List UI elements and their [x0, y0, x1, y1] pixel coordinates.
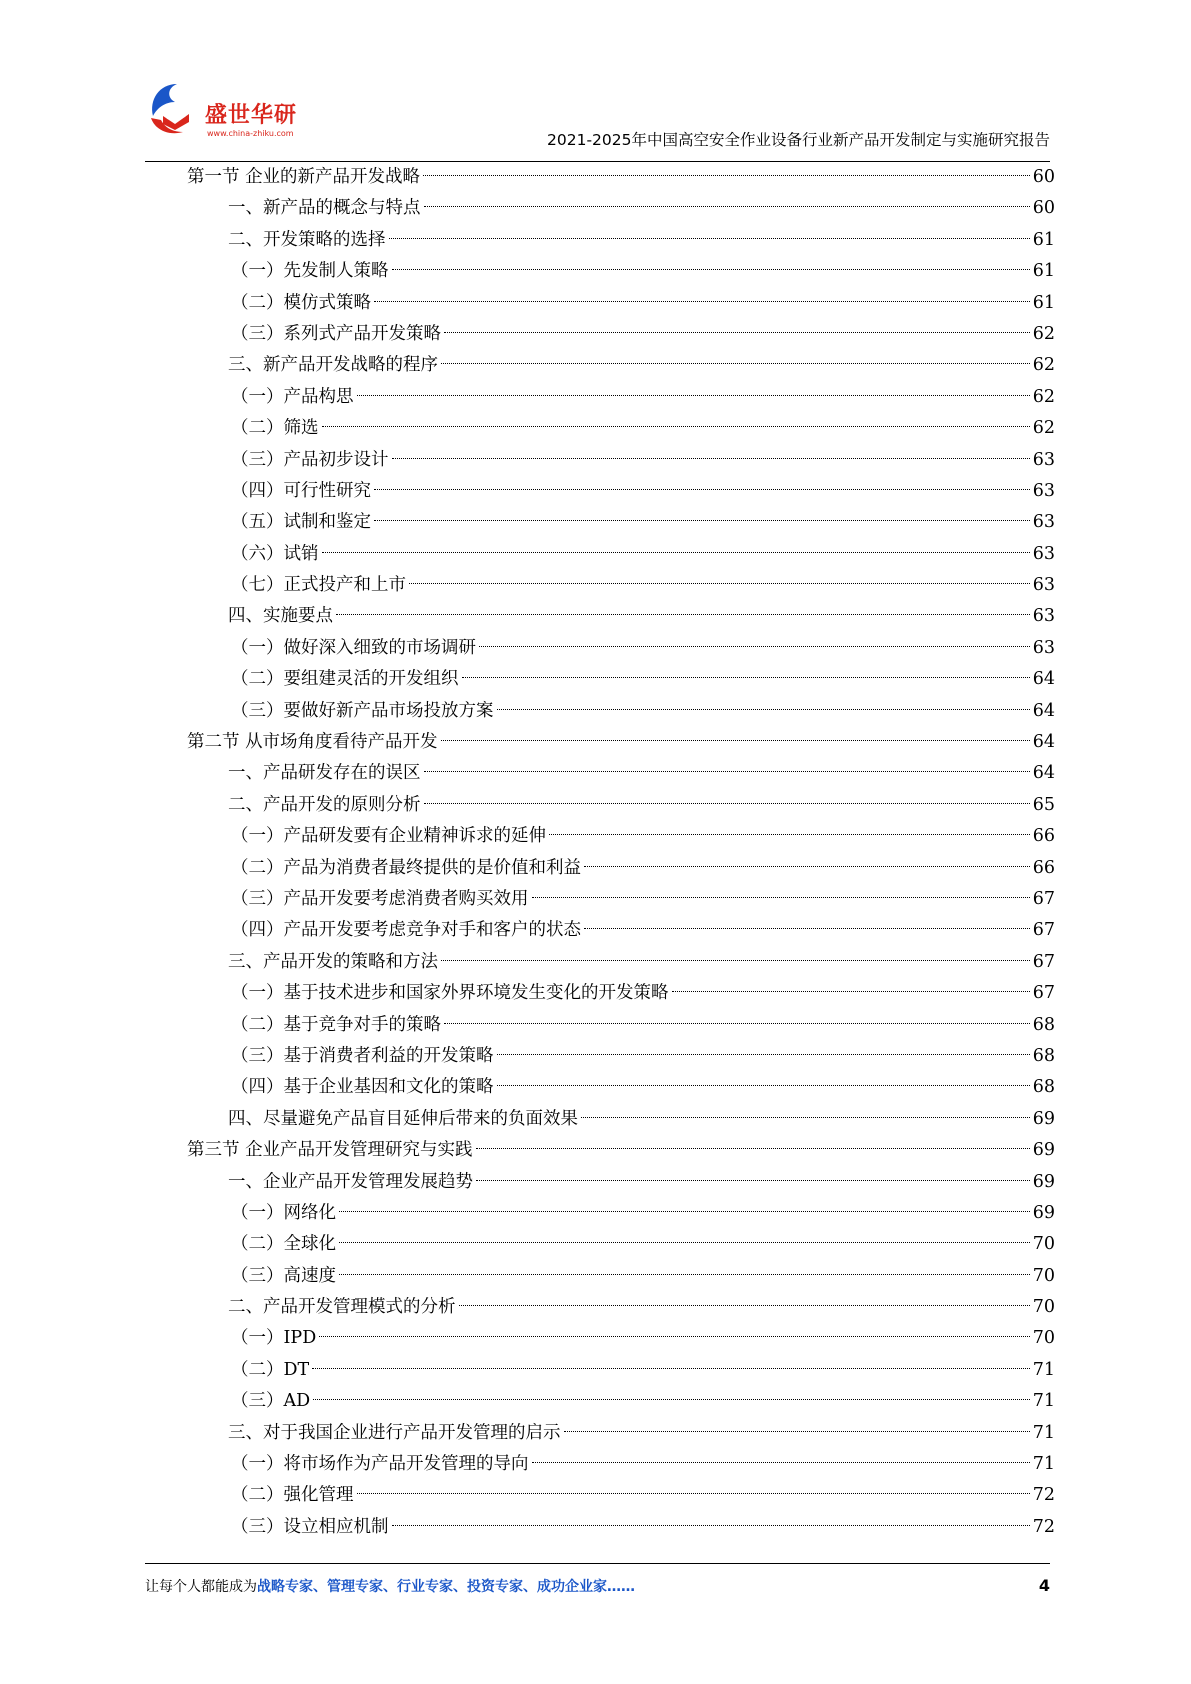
toc-entry-page: 61: [1032, 261, 1055, 282]
toc-dot-leader: [374, 301, 1030, 302]
page-number: 4: [1038, 1576, 1050, 1595]
toc-dot-leader: [322, 552, 1030, 553]
toc-entry-page: 61: [1032, 292, 1055, 313]
toc-dot-leader: [339, 1242, 1030, 1243]
toc-entry-page: 62: [1032, 323, 1055, 344]
toc-entry[interactable]: [187, 1229, 1055, 1260]
toc-entry[interactable]: [187, 162, 1055, 193]
toc-entry[interactable]: [187, 696, 1055, 727]
toc-dot-leader: [423, 175, 1030, 176]
toc-entry-title: （二）DT: [231, 1359, 310, 1380]
toc-entry-title: （三）高速度: [231, 1265, 336, 1286]
toc-entry-title: （一）产品研发要有企业精神诉求的延伸: [231, 826, 546, 847]
toc-entry-page: 63: [1032, 575, 1055, 596]
toc-entry-page: 70: [1032, 1265, 1055, 1286]
toc-dot-leader: [357, 395, 1030, 396]
toc-entry-title: （一）做好深入细致的市场调研: [231, 637, 476, 658]
toc-entry[interactable]: [187, 350, 1055, 381]
toc-entry-title: 一、企业产品开发管理发展趋势: [228, 1171, 473, 1192]
toc-entry-title: 三、新产品开发战略的程序: [228, 355, 438, 376]
toc-entry-title: （三）系列式产品开发策略: [231, 323, 441, 344]
toc-entry-title: 三、产品开发的策略和方法: [228, 951, 438, 972]
toc-entry-page: 60: [1032, 198, 1055, 219]
toc-entry-title: 第一节 企业的新产品开发战略: [187, 167, 421, 187]
toc-entry-title: （一）IPD: [231, 1328, 317, 1349]
toc-entry-page: 62: [1032, 355, 1055, 376]
toc-entry[interactable]: [187, 1512, 1055, 1543]
toc-entry-title: 一、新产品的概念与特点: [228, 198, 421, 219]
toc-entry[interactable]: [187, 1041, 1055, 1072]
toc-entry-page: 67: [1032, 920, 1055, 941]
toc-entry-page: 70: [1032, 1234, 1055, 1255]
toc-entry-page: 70: [1032, 1328, 1055, 1349]
toc-entry[interactable]: [187, 1135, 1055, 1166]
toc-dot-leader: [459, 1305, 1030, 1306]
toc-dot-leader: [479, 646, 1030, 647]
table-of-contents: [187, 162, 1055, 1543]
toc-entry-title: （二）模仿式策略: [231, 292, 371, 313]
toc-entry[interactable]: [187, 288, 1055, 319]
toc-entry[interactable]: [187, 1072, 1055, 1103]
toc-entry[interactable]: [187, 256, 1055, 287]
toc-dot-leader: [549, 834, 1030, 835]
toc-entry-title: 二、产品开发的原则分析: [228, 794, 421, 815]
toc-dot-leader: [497, 1054, 1030, 1055]
toc-entry[interactable]: [187, 758, 1055, 789]
toc-entry-title: （三）产品初步设计: [231, 449, 389, 470]
toc-dot-leader: [424, 803, 1030, 804]
toc-dot-leader: [441, 960, 1030, 961]
toc-entry-page: 63: [1032, 637, 1055, 658]
report-title: 2021-2025年中国高空安全作业设备行业新产品开发制定与实施研究报告: [547, 131, 1050, 149]
toc-entry[interactable]: [187, 1010, 1055, 1041]
toc-dot-leader: [581, 1117, 1030, 1118]
company-logo: [145, 78, 320, 150]
toc-entry[interactable]: [187, 1104, 1055, 1135]
toc-entry-page: 63: [1032, 512, 1055, 533]
toc-entry[interactable]: [187, 915, 1055, 946]
toc-entry-title: （一）网络化: [231, 1202, 336, 1223]
toc-entry[interactable]: [187, 727, 1055, 758]
toc-dot-leader: [497, 1085, 1030, 1086]
toc-dot-leader: [322, 426, 1030, 427]
toc-dot-leader: [374, 489, 1030, 490]
logo-emblem-icon: [145, 78, 207, 140]
toc-entry[interactable]: [187, 1292, 1055, 1323]
toc-entry-page: 69: [1032, 1202, 1055, 1223]
toc-dot-leader: [672, 991, 1030, 992]
toc-entry-page: 63: [1032, 543, 1055, 564]
toc-entry-title: 四、实施要点: [228, 606, 333, 627]
toc-entry-page: 68: [1032, 1014, 1055, 1035]
toc-entry-page: 70: [1032, 1297, 1055, 1318]
toc-entry-page: 68: [1032, 1045, 1055, 1066]
toc-dot-leader: [409, 583, 1030, 584]
toc-entry-title: （二）产品为消费者最终提供的是价值和利益: [231, 857, 581, 878]
page-header: [145, 78, 1050, 158]
toc-entry-page: 64: [1032, 763, 1055, 784]
toc-entry[interactable]: [187, 1480, 1055, 1511]
toc-entry[interactable]: [187, 601, 1055, 632]
toc-entry-title: （二）基于竞争对手的策略: [231, 1014, 441, 1035]
toc-entry-title: （四）产品开发要考虑竞争对手和客户的状态: [231, 920, 581, 941]
toc-entry-title: （一）先发制人策略: [231, 261, 389, 282]
toc-entry-title: 三、对于我国企业进行产品开发管理的启示: [228, 1422, 561, 1443]
toc-entry-title: （六）试销: [231, 543, 319, 564]
logo-url: www.china-zhiku.com: [207, 129, 294, 138]
footer-slogan: [145, 1576, 635, 1596]
toc-entry-title: （一）将市场作为产品开发管理的导向: [231, 1454, 529, 1475]
toc-entry-title: （三）AD: [231, 1391, 311, 1412]
toc-dot-leader: [532, 897, 1030, 898]
toc-entry-title: （五）试制和鉴定: [231, 512, 371, 533]
toc-entry-page: 63: [1032, 606, 1055, 627]
logo-name: 盛世华研: [205, 103, 298, 128]
toc-entry[interactable]: [187, 884, 1055, 915]
toc-dot-leader: [424, 206, 1030, 207]
toc-entry[interactable]: [187, 821, 1055, 852]
toc-entry-page: 67: [1032, 951, 1055, 972]
toc-dot-leader: [584, 866, 1030, 867]
toc-dot-leader: [462, 677, 1030, 678]
toc-entry[interactable]: [187, 1167, 1055, 1198]
toc-entry-page: 61: [1032, 229, 1055, 250]
toc-dot-leader: [392, 269, 1030, 270]
toc-dot-leader: [313, 1399, 1030, 1400]
toc-entry-title: （二）全球化: [231, 1234, 336, 1255]
toc-entry-title: （三）设立相应机制: [231, 1516, 389, 1537]
toc-entry-page: 71: [1032, 1422, 1055, 1443]
toc-entry-title: （一）基于技术进步和国家外界环境发生变化的开发策略: [231, 983, 669, 1004]
toc-entry[interactable]: [187, 1355, 1055, 1386]
toc-entry-page: 63: [1032, 480, 1055, 501]
toc-dot-leader: [357, 1493, 1030, 1494]
toc-dot-leader: [444, 1023, 1030, 1024]
toc-entry-page: 71: [1032, 1359, 1055, 1380]
toc-entry-page: 72: [1032, 1516, 1055, 1537]
page-footer: [145, 1576, 1050, 1602]
toc-entry-title: （四）可行性研究: [231, 480, 371, 501]
toc-entry-title: 一、产品研发存在的误区: [228, 763, 421, 784]
toc-entry[interactable]: [187, 413, 1055, 444]
toc-entry-title: （三）要做好新产品市场投放方案: [231, 700, 494, 721]
toc-entry[interactable]: [187, 476, 1055, 507]
toc-entry-title: （七）正式投产和上市: [231, 575, 406, 596]
toc-entry-title: 第二节 从市场角度看待产品开发: [187, 732, 438, 753]
toc-entry-page: 64: [1032, 732, 1055, 753]
toc-entry-page: 69: [1032, 1108, 1055, 1129]
toc-dot-leader: [339, 1211, 1030, 1212]
toc-entry-page: 60: [1032, 167, 1055, 187]
toc-entry-page: 66: [1032, 826, 1055, 847]
toc-dot-leader: [374, 520, 1030, 521]
toc-entry-page: 62: [1032, 418, 1055, 439]
toc-entry-title: 四、尽量避免产品盲目延伸后带来的负面效果: [228, 1108, 578, 1129]
toc-dot-leader: [389, 238, 1030, 239]
footer-slogan-prefix: 让每个人都能成为: [145, 1579, 257, 1595]
toc-entry-title: （二）筛选: [231, 418, 319, 439]
toc-entry-title: 第三节 企业产品开发管理研究与实践: [187, 1140, 473, 1161]
toc-entry-title: 二、开发策略的选择: [228, 229, 386, 250]
toc-dot-leader: [339, 1274, 1030, 1275]
toc-entry[interactable]: [187, 539, 1055, 570]
toc-dot-leader: [441, 740, 1030, 741]
toc-entry[interactable]: [187, 193, 1055, 224]
toc-entry-page: 69: [1032, 1171, 1055, 1192]
toc-dot-leader: [584, 928, 1030, 929]
toc-entry[interactable]: [187, 1198, 1055, 1229]
toc-entry[interactable]: [187, 1386, 1055, 1417]
toc-entry-title: （三）产品开发要考虑消费者购买效用: [231, 888, 529, 909]
toc-entry-page: 67: [1032, 888, 1055, 909]
toc-dot-leader: [476, 1180, 1030, 1181]
toc-dot-leader: [497, 709, 1030, 710]
toc-dot-leader: [319, 1336, 1030, 1337]
toc-entry-page: 65: [1032, 794, 1055, 815]
toc-entry[interactable]: [187, 1323, 1055, 1354]
toc-entry[interactable]: [187, 319, 1055, 350]
toc-entry-page: 68: [1032, 1077, 1055, 1098]
toc-entry-page: 69: [1032, 1140, 1055, 1161]
toc-entry-title: （三）基于消费者利益的开发策略: [231, 1045, 494, 1066]
toc-entry-title: 二、产品开发管理模式的分析: [228, 1297, 456, 1318]
toc-entry[interactable]: [187, 382, 1055, 413]
toc-dot-leader: [312, 1368, 1030, 1369]
footer-divider: [145, 1563, 1050, 1564]
toc-entry[interactable]: [187, 853, 1055, 884]
toc-entry[interactable]: [187, 1449, 1055, 1480]
toc-entry-page: 64: [1032, 700, 1055, 721]
toc-entry-title: （一）产品构思: [231, 386, 354, 407]
toc-dot-leader: [392, 1525, 1030, 1526]
toc-entry-title: （二）要组建灵活的开发组织: [231, 669, 459, 690]
toc-entry[interactable]: [187, 978, 1055, 1009]
toc-entry-page: 63: [1032, 449, 1055, 470]
toc-entry[interactable]: [187, 633, 1055, 664]
toc-dot-leader: [532, 1462, 1030, 1463]
toc-entry-title: （二）强化管理: [231, 1485, 354, 1506]
toc-dot-leader: [476, 1148, 1030, 1149]
toc-entry-title: （四）基于企业基因和文化的策略: [231, 1077, 494, 1098]
toc-entry[interactable]: [187, 790, 1055, 821]
toc-entry-page: 66: [1032, 857, 1055, 878]
toc-entry-page: 64: [1032, 669, 1055, 690]
toc-dot-leader: [336, 614, 1030, 615]
toc-entry-page: 72: [1032, 1485, 1055, 1506]
toc-entry-page: 67: [1032, 983, 1055, 1004]
toc-entry[interactable]: [187, 1418, 1055, 1449]
toc-entry[interactable]: [187, 225, 1055, 256]
toc-dot-leader: [424, 771, 1030, 772]
toc-entry[interactable]: [187, 570, 1055, 601]
toc-entry[interactable]: [187, 947, 1055, 978]
toc-entry-page: 71: [1032, 1454, 1055, 1475]
toc-entry[interactable]: [187, 664, 1055, 695]
toc-entry[interactable]: [187, 1261, 1055, 1292]
toc-entry[interactable]: [187, 445, 1055, 476]
toc-dot-leader: [392, 458, 1030, 459]
toc-entry-page: 71: [1032, 1391, 1055, 1412]
toc-dot-leader: [444, 332, 1030, 333]
toc-entry-page: 62: [1032, 386, 1055, 407]
toc-entry[interactable]: [187, 507, 1055, 538]
toc-dot-leader: [441, 363, 1030, 364]
footer-slogan-emphasis: 战略专家、管理专家、行业专家、投资专家、成功企业家……: [257, 1579, 635, 1595]
toc-dot-leader: [564, 1431, 1030, 1432]
